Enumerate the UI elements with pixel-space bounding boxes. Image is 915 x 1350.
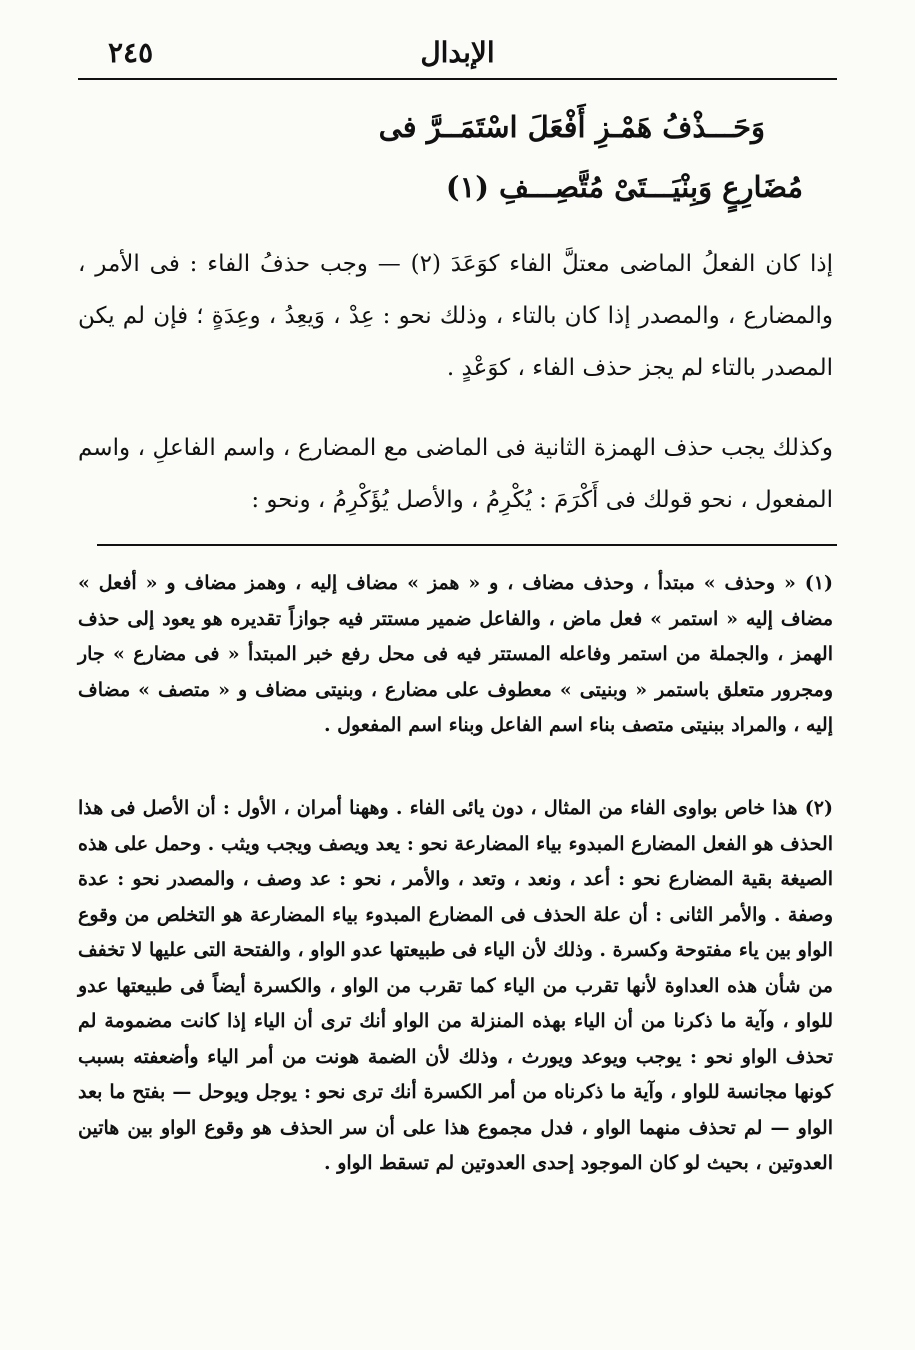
page-number: ٢٤٥ (108, 36, 154, 69)
body-paragraph: إذا كان الفعلُ الماضى معتلَّ الفاء كوَعَدَ (٢) — وجب حذفُ الفاء : فى الأمر ، والمضارع ، والمصدر إذا كان بالتاء ، وذلك نحو : عِدْ ، وَيعِدُ ، وعِدَةٍ ؛ فإن لم يكن المصدر بالتاء لم يجز حذف الفاء ، كوَعْدٍ . (78, 251, 834, 381)
verse-line-1: وَحَـــذْفُ هَمْـزِ أَفْعَلَ اسْتَمَــرَّ فى (378, 110, 765, 144)
page-header (78, 30, 837, 80)
footnote-2: (٢) هذا خاص بواوى الفاء من المثال ، دون يائى الفاء . وههنا أمران ، الأول : أن الأصل فى هذا الحذف هو الفعل المضارع المبدوء بياء المضارعة نحو : يعد ويصف ويجب ويثب . وحمل على هذه الصيغة بقية المضارع نحو : أعد ، ونعد ، وتعد ، والأمر ، نحو : عد وصف ، والمصدر نحو : عدة وصفة . والأمر الثانى : أن علة الحذف فى المضارع المبدوء بياء المضارعة هو التخلص من وقوع الواو بين ياء مفتوحة وكسرة . وذلك لأن الياء فى طبيعتها عدو الواو ، والفتحة التى عليها لا تخفف من شأن هذه العداوة لأنها تقرب من الياء كما تقرب من الواو ، والكسرة أيضاً فى طبيعتها عدو للواو ، وآية ما ذكرنا من أن الياء بهذه المنزلة من الواو أنك ترى أن الياء إذا كانت مضمومة لم تحذف الواو نحو : يوجب ويوعد ويورث ، وذلك لأن الضمة هونت من أمر الياء وأضعفته بسبب كونها مجانسة للواو ، وآية ما ذكرناه من أمر الكسرة أنك ترى نحو : يوجل ويوحل — بفتح ما بعد الواو — لم تحذف منهما الواو ، فدل مجموع هذا على أن سر الحذف هو وقوع الواو بين هاتين العدوتين ، بحيث لو كان الموجود إحدى العدوتين لم تسقط الواو . (78, 797, 833, 1174)
footnote-1: (١) « وحذف » مبتدأ ، وحذف مضاف ، و « همز » مضاف إليه ، وهمز مضاف و « أفعل » مضاف إليه « استمر » فعل ماض ، والفاعل ضمير مستتر فيه جوازاً تقديره هو يعود إلى حذف الهمز ، والجملة من استمر وفاعله المستتر فيه فى محل رفع خبر المبتدأ « فى مضارع » جار ومجرور متعلق باستمر « وبنيتى » معطوف على مضارع ، وبنيتى مضاف و « متصف » مضاف إليه ، والمراد ببنيتى متصف بناء اسم الفاعل وبناء اسم المفعول . (78, 572, 833, 736)
verse-line-2: مُضَارِعٍ وَبِنْيَـــتَىْ مُتَّصِـــفِ (١) (445, 170, 803, 204)
footnote-divider (97, 544, 837, 546)
chapter-title: الإبدال (420, 36, 495, 69)
body-paragraph: وكذلك يجب حذف الهمزة الثانية فى الماضى مع المضارع ، واسم الفاعلِ ، واسم المفعول ، نحو قولك فى أَكْرَمَ : يُكْرِمُ ، والأصل يُؤَكْرِمُ ، ونحو : (78, 435, 833, 513)
